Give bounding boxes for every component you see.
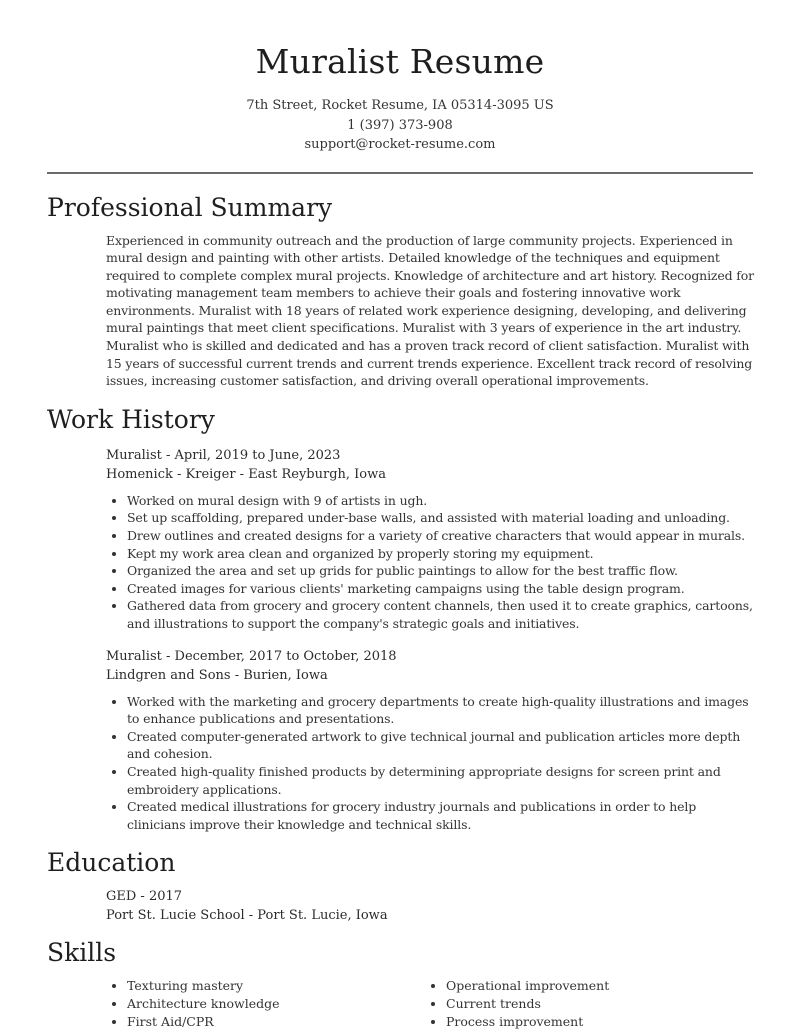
job-bullet: • Created images for various clients' marketing campaigns using the table design program. bbox=[127, 580, 754, 598]
job-role-dates: Muralist - April, 2019 to June, 2023 bbox=[106, 447, 341, 463]
skill-item: • Operational improvement bbox=[446, 977, 744, 995]
job-bullet: • Worked on mural design with 9 of artists in ugh. bbox=[127, 492, 754, 510]
job-bullet: • Worked with the marketing and grocery departments to create high-quality illustrations and images to enhance publications and presentations. bbox=[127, 693, 754, 728]
contact-phone: 1 (397) 373-908 bbox=[347, 117, 453, 133]
resume-header bbox=[0, 0, 800, 155]
skills-grid bbox=[106, 977, 754, 1030]
job-bullet: • Created computer-generated artwork to give technical journal and publication articles more depth and cohesion. bbox=[127, 728, 754, 763]
education-degree-year: GED - 2017 bbox=[106, 889, 183, 905]
job-bullet: • Created medical illustrations for grocery industry journals and publications in order to help clinicians improve their knowledge and technical skills. bbox=[127, 798, 754, 833]
skill-item: • Process improvement bbox=[446, 1013, 744, 1031]
job-bullets bbox=[106, 693, 754, 834]
job-bullet: • Set up scaffolding, prepared under-base walls, and assisted with material loading and unloading. bbox=[127, 509, 754, 527]
contact-info bbox=[0, 96, 800, 155]
job-bullet: • Drew outlines and created designs for a variety of creative characters that would appear in murals. bbox=[127, 527, 754, 545]
header-divider bbox=[47, 172, 753, 174]
education-heading: Education bbox=[47, 848, 176, 878]
summary-section bbox=[0, 192, 800, 390]
job-role-dates: Muralist - December, 2017 to October, 2018 bbox=[106, 648, 397, 664]
job-entry bbox=[0, 446, 800, 633]
education-school-location: Port St. Lucie School - Port St. Lucie, Iowa bbox=[106, 908, 388, 924]
contact-email: support@rocket-resume.com bbox=[304, 137, 496, 152]
job-company-location: Lindgren and Sons - Burien, Iowa bbox=[106, 667, 328, 683]
skill-item: • Architecture knowledge bbox=[127, 995, 425, 1013]
summary-heading: Professional Summary bbox=[47, 192, 333, 222]
work-history-heading: Work History bbox=[47, 404, 215, 434]
skills-heading: Skills bbox=[47, 938, 117, 968]
resume-title: Muralist Resume bbox=[255, 42, 545, 81]
education-section bbox=[0, 847, 800, 925]
job-bullet: • Kept my work area clean and organized by properly storing my equipment. bbox=[127, 545, 754, 563]
summary-text: Experienced in community outreach and the production of large community projects. Experienced in mural design and painting with other artists. Detailed knowledge of the techniques and equipment required to complete complex mural projects. Knowledge of architecture and art history. Recognized for motivating management team members to achieve their goals and fostering innovative work environments. Muralist with 18 years of related work experience designing, developing, and delivering mural paintings that meet client specifications. Muralist with 3 years of experience in the art industry. Muralist who is skilled and dedicated and has a proven track record of client satisfaction. Muralist with 15 years of successful current trends and current trends experience. Excellent track record of resolving issues, increasing customer satisfaction, and driving overall operational improvements. bbox=[106, 232, 754, 389]
job-bullet: • Created high-quality finished products by determining appropriate designs for screen print and embroidery applications. bbox=[127, 763, 754, 798]
job-bullet: • Gathered data from grocery and grocery content channels, then used it to create graphics, cartoons, and illustrations to support the company's strategic goals and initiatives. bbox=[127, 597, 754, 632]
skill-item: • Current trends bbox=[446, 995, 744, 1013]
skills-list-right bbox=[425, 977, 744, 1030]
skills-section bbox=[0, 937, 800, 1030]
job-bullet: • Organized the area and set up grids for public paintings to allow for the best traffic flow. bbox=[127, 562, 754, 580]
job-entry bbox=[0, 647, 800, 834]
work-history-section bbox=[0, 404, 800, 834]
job-bullets bbox=[106, 492, 754, 633]
skill-item: • Texturing mastery bbox=[127, 977, 425, 995]
job-company-location: Homenick - Kreiger - East Reyburgh, Iowa bbox=[106, 466, 386, 482]
skills-list-left bbox=[106, 977, 425, 1030]
skill-item: • First Aid/CPR bbox=[127, 1013, 425, 1031]
contact-address: 7th Street, Rocket Resume, IA 05314-3095 US bbox=[246, 98, 554, 113]
